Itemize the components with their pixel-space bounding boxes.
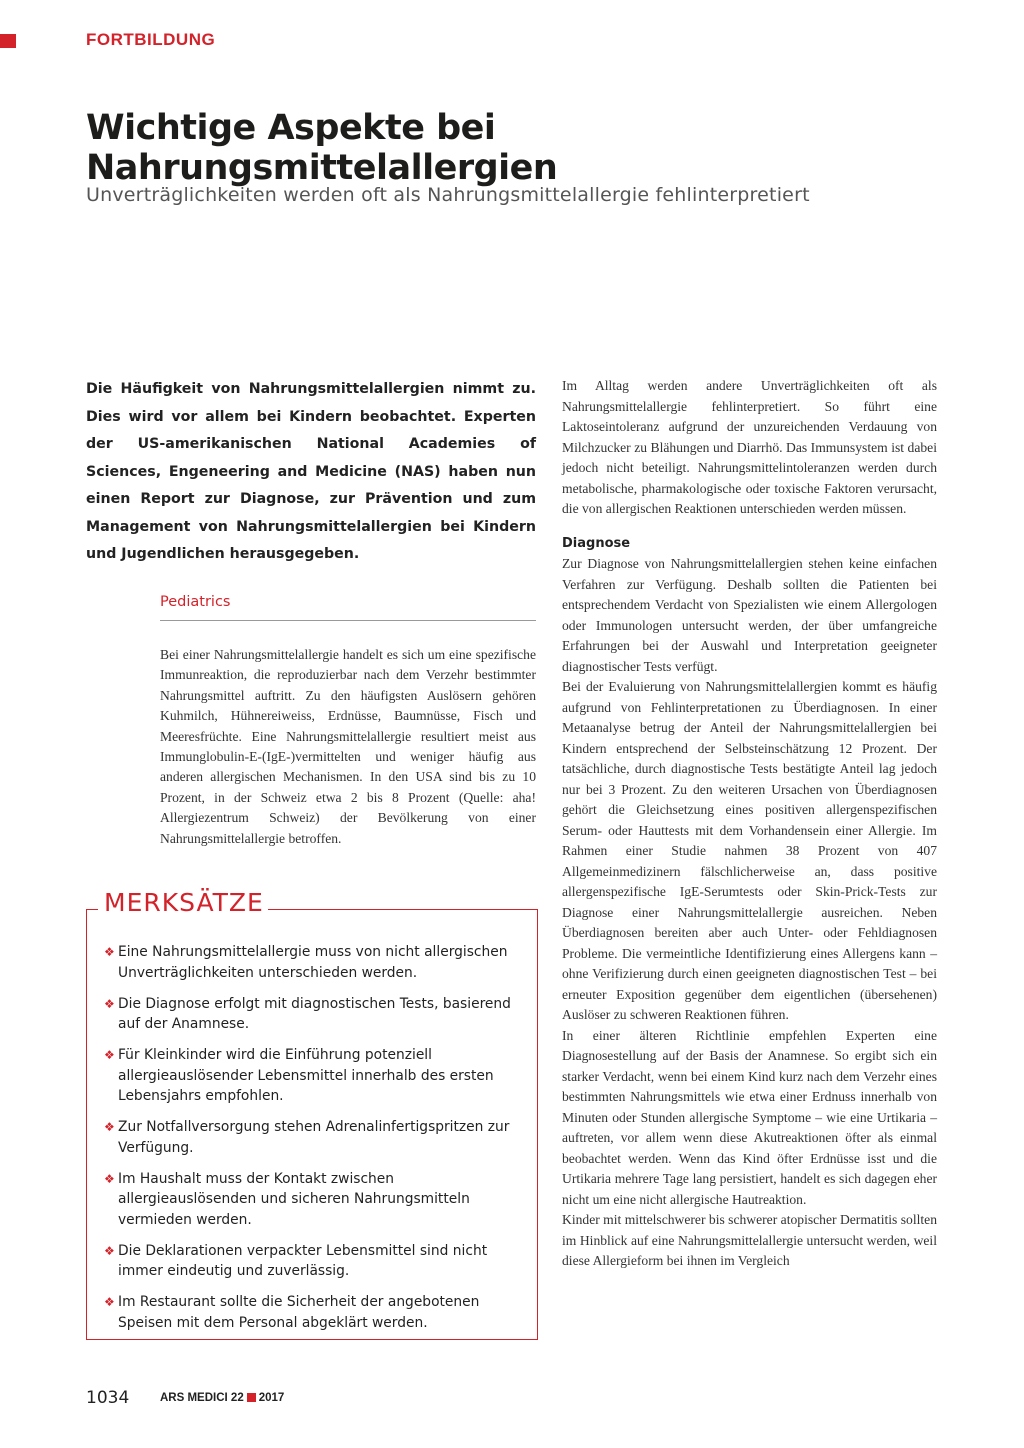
body-paragraph: In einer älteren Richtlinie empfehlen Experten eine Diagnosestellung auf der Basis der Anamnese. So ergibt sich ein starker Verdacht, wenn bei einem Kind kurz nach dem Verzehr eines bestimmten Nahrungsmittels wie etwa einer Erdnuss innerhalb von Minuten oder Stunden allergische Symptome – wie eine Urtikaria – auftreten, vor allem wenn diese Akutreaktionen öfter als einmal beobachtet werden. Wenn das Kind öfter Erdnüsse isst und die Urtikaria mehrere Tage lang persistiert, handelt es sich dagegen eher nicht um eine nicht allergische Hautreaktion. xyxy=(562,1027,937,1207)
article-title: Wichtige Aspekte bei Nahrungsmittelallergien xyxy=(86,108,558,188)
page-number: 1034 xyxy=(86,1388,130,1408)
list-item-text: Zur Notfallversorgung stehen Adrenalinfertigspritzen zur Verfügung. xyxy=(118,1119,510,1156)
body-paragraph: Bei der Evaluierung von Nahrungsmittelallergien kommt es häufig aufgrund von Fehlinterpretationen zu Überdiagnosen. In einer Metaanalyse betrug der Anteil der Nahrungsmittelallergien bei Kindern entsprechend der Selbsteinschätzung 12 Prozent. Der tatsächliche, durch diagnostische Tests bestätigte Anteil lag jedoch nur bei 3 Prozent. Zu den weiteren Ursachen von Überdiagnosen gehört die Gleichsetzung eines positiven allergenspezifischen Serum- oder Hauttests mit dem Vorhandensein einer Allergie. Im Rahmen einer Studie nahmen 38 Prozent von 407 Allgemeinmedizinern fälschlicherweise an, dass positive allergenspezifische IgE-Serumtests oder Skin-Prick-Tests zur Diagnose einer Nahrungsmittelallergie ausreichen. Neben Überdiagnosen bereiten aber auch Unter- oder Fehldiagnosen Probleme. Die vermeintliche Identifizierung eines Allergens kann – ohne Verifizierung durch einen geeigneten diagnostischen Test – bei erneuter Exposition gegenüber dem eigentlichen (übersehenen) Auslöser zu schweren Reaktionen führen. xyxy=(562,679,937,1022)
list-item xyxy=(104,1241,524,1282)
list-item xyxy=(104,1117,524,1158)
merksaetze-box-border xyxy=(268,909,537,910)
section-label: FORTBILDUNG xyxy=(86,30,216,49)
merksaetze-box-border xyxy=(86,909,98,910)
section-marker xyxy=(0,34,16,48)
list-item-text: Im Restaurant sollte die Sicherheit der angebotenen Speisen mit dem Personal abgeklärt werden. xyxy=(118,1294,480,1331)
diamond-bullet-icon: ❖ xyxy=(104,996,115,1011)
source-divider xyxy=(160,620,536,621)
merksaetze-title: MERKSÄTZE xyxy=(104,888,264,917)
list-item xyxy=(104,1292,524,1333)
list-item-text: Im Haushalt muss der Kontakt zwischen allergieauslösenden und sicheren Nahrungsmitteln vermieden werden. xyxy=(118,1170,470,1228)
merksaetze-list xyxy=(104,942,524,1344)
list-item xyxy=(104,994,524,1035)
lead-paragraph: Die Häufigkeit von Nahrungsmittelallergien nimmt zu. Dies wird vor allem bei Kindern beobachtet. Experten der US-amerikanischen National Academies of Sciences, Engeneering and Medicine (NAS) haben nun einen Report zur Diagnose, zur Prävention und zum Management von Nahrungsmittelallergien bei Kindern und Jugendlichen herausgegeben. xyxy=(86,381,536,562)
body-paragraph: Zur Diagnose von Nahrungsmittelallergien stehen keine einfachen Verfahren zur Verfügung. Deshalb sollten die Patienten bei entsprechendem Verdacht von Spezialisten wie einem Allergologen oder Immunologen untersucht werden, der über umfangreiche Erfahrungen bei der Auswahl und Interpretation geeigneter diagnostischer Tests verfügt. xyxy=(562,556,937,674)
intro-paragraph: Bei einer Nahrungsmittelallergie handelt es sich um eine spezifische Immunreaktion, die reproduzierbar nach dem Verzehr bestimmter Nahrungsmittel auftritt. Zu den häufigsten Auslösern gehören Kuhmilch, Hühnereiweiss, Erdnüsse, Baumnüsse, Fisch und Meeresfrüchte. Eine Nahrungsmittelallergie resultiert meist aus Immunglobulin-E-(IgE-)vermittelten und weniger häufig aus anderen allergischen Mechanismen. In den USA sind bis zu 10 Prozent, in der Schweiz etwa 2 bis 8 Prozent (Quelle: aha! Allergiezentrum Schweiz) der Bevölkerung von einer Nahrungsmittelallergie betroffen. xyxy=(160,647,536,846)
footer-square-icon xyxy=(247,1393,256,1402)
article-subtitle: Unverträglichkeiten werden oft als Nahrungsmittelallergie fehlinterpretiert xyxy=(86,184,810,206)
list-item xyxy=(104,1045,524,1107)
list-item-text: Die Diagnose erfolgt mit diagnostischen Tests, basierend auf der Anamnese. xyxy=(118,995,511,1032)
right-column xyxy=(562,376,937,1272)
list-item-text: Für Kleinkinder wird die Einführung potenziell allergieauslösender Lebensmittel innerhalb des ersten Lebensjahrs empfohlen. xyxy=(118,1047,494,1104)
diamond-bullet-icon: ❖ xyxy=(104,1243,115,1258)
journal-name: ARS MEDICI 22 xyxy=(160,1392,244,1404)
journal-footer xyxy=(160,1392,284,1404)
body-paragraph: Kinder mit mittelschwerer bis schwerer atopischer Dermatitis sollten im Hinblick auf eine Nahrungsmittelallergie untersucht werden, weil diese Allergieform bei ihnen im Vergleich xyxy=(562,1212,937,1268)
section-heading-diagnose: Diagnose xyxy=(562,535,631,551)
diamond-bullet-icon: ❖ xyxy=(104,1048,115,1062)
list-item-text: Die Deklarationen verpackter Lebensmittel sind nicht immer eindeutig und zuverlässig. xyxy=(118,1242,488,1279)
body-paragraph: Im Alltag werden andere Unverträglichkeiten oft als Nahrungsmittelallergie fehlinterpretiert. So führt eine Laktoseintoleranz aufgrund der unzureichenden Verdauung von Milchzucker zu Blähungen und Diarrhö. Das Immunsystem ist dabei jedoch nicht beteiligt. Nahrungsmittelintoleranzen werden durch metabolische, pharmakologische oder toxische Faktoren verursacht, die von allergischen Reaktionen unterschieden werden müssen. xyxy=(562,378,937,516)
diamond-bullet-icon: ❖ xyxy=(104,1295,115,1309)
list-item-text: Eine Nahrungsmittelallergie muss von nicht allergischen Unverträglichkeiten unterschieden werden. xyxy=(118,944,508,981)
journal-year: 2017 xyxy=(258,1392,285,1404)
diamond-bullet-icon: ❖ xyxy=(104,1120,115,1134)
list-item xyxy=(104,942,524,983)
list-item xyxy=(104,1169,524,1231)
diamond-bullet-icon: ❖ xyxy=(104,945,115,959)
diamond-bullet-icon: ❖ xyxy=(104,1171,115,1186)
source-label: Pediatrics xyxy=(160,594,231,610)
